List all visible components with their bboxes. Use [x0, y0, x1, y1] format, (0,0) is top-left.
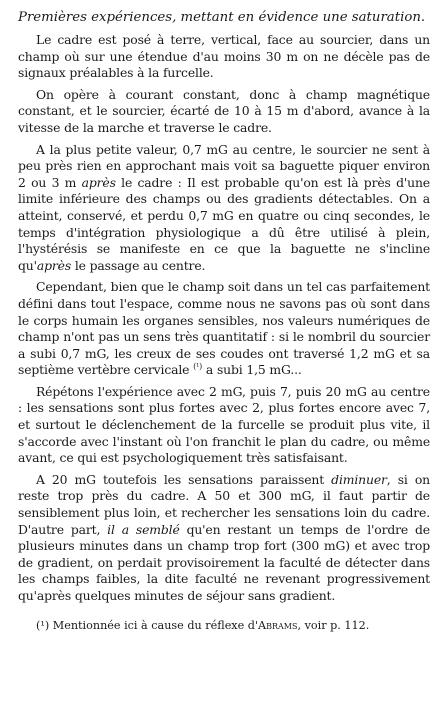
section-heading: Premières expériences, mettant en évidence une saturation.	[18, 10, 426, 25]
paragraph-1-text: Le cadre est posé à terre, vertical, face au sourcier, dans un champ où sur une étendue d'au moins 30 m on ne décèle pas de signaux préalables à la furcelle.	[18, 32, 430, 81]
paragraph-3-text-a: A la plus petite valeur, 0,7 mG au centre, le sourcier ne sent à peu près rien en approchant mais voit sa baguette piquer environ 2 ou 3 m	[18, 141, 430, 190]
paragraph-2	[18, 87, 430, 137]
footnote	[18, 619, 430, 633]
paragraph-5	[18, 384, 430, 467]
paragraph-2-text: On opère à courant constant, donc à champ magnétique constant, et le sourcier, écarté de 10 à 15 m d'abord, avance à la vitesse de la marche et traverse le cadre.	[18, 86, 430, 135]
paragraph-6-emphasis-a: diminuer	[331, 471, 387, 487]
paragraph-6-text-a: A 20 mG toutefois les sensations paraissent	[36, 471, 332, 487]
paragraph-6-text-b: , si on reste trop près du cadre. A 50 et 300 mG, il faut partir de sensiblement plus loin, et rechercher les sensations loin du cadre. D'autre part,	[18, 471, 430, 537]
paragraph-1	[18, 32, 430, 82]
footnote-text-a: Mentionnée ici à cause du réflexe d'	[49, 618, 259, 632]
paragraph-4	[18, 279, 430, 379]
paragraph-3-emphasis-b: après	[36, 257, 72, 273]
paragraph-6-emphasis-b: il a semblé	[107, 521, 180, 537]
footnote-marker: (¹)	[36, 618, 50, 632]
page-body	[18, 9, 430, 633]
footnote-text-b: , voir p. 112.	[297, 618, 370, 632]
paragraph-4-text-b: a subi 1,5 mG...	[202, 362, 302, 378]
footnote-reference: (¹)	[193, 362, 203, 372]
paragraph-3-text-c: le passage au centre.	[71, 257, 206, 273]
paragraph-6	[18, 472, 430, 605]
paragraph-3-emphasis-a: après	[81, 174, 116, 190]
paragraph-6-text-c: qu'en restant un temps de l'ordre de plusieurs minutes dans un champ trop fort (300 mG) et avec trop de gradient, on perdait provisoirement la faculté de détecter dans les champs faibles, la dite faculté ne revenant progressivement qu'après quelques minutes de séjour sans gradient.	[18, 521, 430, 603]
footnote-author-name: Abrams	[258, 618, 298, 632]
paragraph-3	[18, 142, 430, 275]
paragraph-3-text-b: le cadre : Il est probable qu'on est là près d'une limite inférieure des champs ou des gradients détectables. On a atteint, conservé, et perdu 0,7 mG en quatre ou cinq secondes, le temps d'intégration physiologique a dû être utilisé à plein, l'hystérésis se manifeste en ce que la baguette ne s'incline qu'	[18, 174, 430, 273]
paragraph-5-text: Répétons l'expérience avec 2 mG, puis 7, puis 20 mG au centre : les sensations sont plus fortes avec 2, plus fortes encore avec 7, et surtout le déclenchement de la furcelle se produit plus vite, il s'accorde avec l'instant où l'on franchit le plan du cadre, ou même avant, ce qui est psychologiquement très satisfaisant.	[18, 383, 430, 466]
paragraph-4-text-a: Cependant, bien que le champ soit dans un tel cas parfaitement défini dans tout l'espace, comme nous ne savons pas où sont dans le corps humain les organes sensibles, nos valeurs numériques de champ n'ont pas un sens très quantitatif : si le nombril du sourcier a subi 0,7 mG, les creux de ses coudes ont traversé 1,2 mG et sa septième vertèbre cervicale	[18, 279, 430, 378]
